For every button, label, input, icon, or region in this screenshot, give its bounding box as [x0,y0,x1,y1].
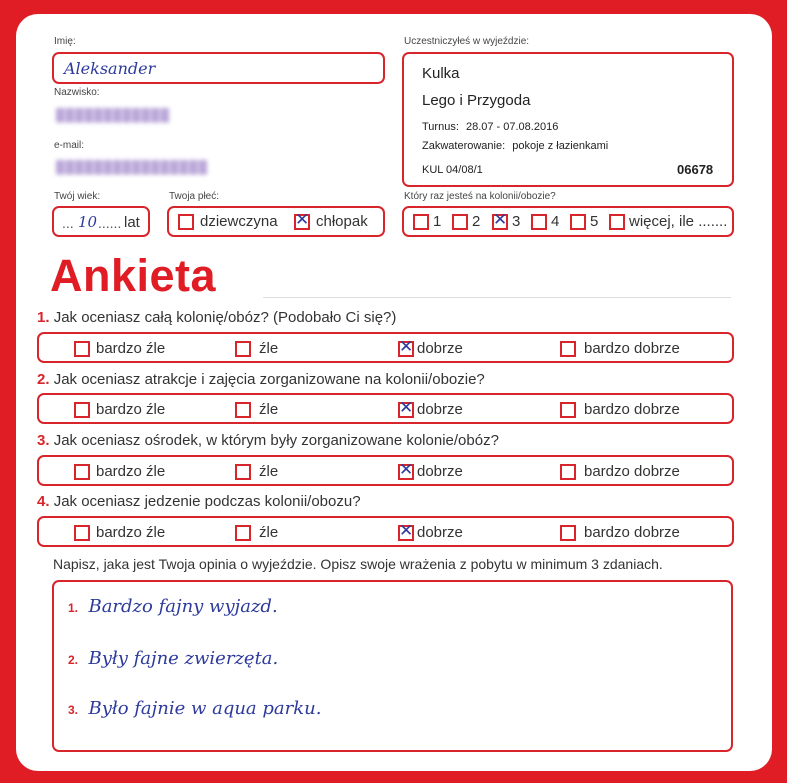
q4-option-bad-label: źle [259,524,279,542]
q2-option-good[interactable] [398,401,463,419]
question-3-number: 3. [37,432,50,449]
question-2-answers [37,393,734,424]
q1-option-very-bad-label: bardzo źle [96,340,166,358]
question-3-title [37,432,499,449]
times-checkbox-more[interactable] [609,214,625,230]
q1-checkbox-very-bad[interactable] [74,341,90,357]
q1-checkbox-bad[interactable] [235,341,251,357]
opinion-line-2-number: 2. [68,653,79,667]
email-field[interactable] [52,150,388,188]
times-option-2[interactable] [452,213,480,231]
q3-option-good-label: dobrze [417,463,463,481]
q2-option-bad[interactable] [235,401,278,419]
q3-option-bad[interactable] [235,463,278,481]
question-4-answers [37,516,734,547]
q3-checkbox-very-bad[interactable] [74,464,90,480]
last-name-label: Nazwisko: [54,87,100,98]
turnus-row [422,121,558,133]
question-1-answers [37,332,734,363]
q1-option-bad-label: źle [259,340,279,358]
times-option-1[interactable] [413,213,441,231]
gender-female-option[interactable] [178,213,278,231]
q2-checkbox-very-bad[interactable] [74,402,90,418]
age-label: Twój wiek: [54,191,101,202]
q4-checkbox-very-bad[interactable] [74,525,90,541]
question-4-text: Jak oceniasz jedzenie podczas kolonii/obozu? [53,493,361,510]
gender-female-label: dziewczyna [200,213,278,231]
q1-option-good-label: dobrze [417,340,463,358]
q1-checkbox-very-good[interactable] [560,341,576,357]
first-name-label: Imię: [54,36,76,47]
q2-checkbox-very-good[interactable] [560,402,576,418]
times-field [402,206,734,237]
q1-option-bad[interactable] [235,340,278,358]
first-name-field[interactable] [52,52,385,84]
gender-male-label: chłopak [316,213,368,231]
last-name-field[interactable] [52,98,388,138]
times-option-5[interactable] [570,213,598,231]
gender-male-checkbox[interactable] [294,214,310,230]
q2-option-good-label: dobrze [417,401,463,419]
turnus-label: Turnus: [422,121,459,133]
age-dots-2: ...... [98,215,122,231]
q3-option-very-good[interactable] [560,463,680,481]
ticket-line-1: Kulka [422,65,460,82]
opinion-line-2 [68,648,278,669]
q3-option-bad-label: źle [259,463,279,481]
times-checkbox-1[interactable] [413,214,429,230]
q4-option-good[interactable] [398,524,463,542]
question-4-title [37,493,361,510]
q1-option-very-bad[interactable] [74,340,165,358]
ticket-number: 06678 [677,162,714,177]
times-option-4-label: 4 [551,213,560,231]
q4-checkbox-very-good[interactable] [560,525,576,541]
times-option-1-label: 1 [433,213,442,231]
times-option-more[interactable] [609,213,727,231]
times-checkbox-4[interactable] [531,214,547,230]
q4-checkbox-bad[interactable] [235,525,251,541]
opinion-line-2-text: Były fajne zwierzęta. [88,648,279,669]
q2-option-very-good-label: bardzo dobrze [584,401,680,419]
question-2-title [37,371,485,388]
opinion-line-1 [68,596,278,617]
q4-option-bad[interactable] [235,524,278,542]
times-checkbox-5[interactable] [570,214,586,230]
age-field[interactable] [52,206,150,237]
age-value: 10 [78,213,98,231]
q3-checkbox-very-good[interactable] [560,464,576,480]
last-name-value: ████████████ [56,108,171,122]
q2-option-very-good[interactable] [560,401,680,419]
opinion-field[interactable] [52,580,733,752]
times-option-more-label: więcej, ile ....... [629,213,728,231]
opinion-line-3 [68,698,321,719]
email-value: ████████████████ [56,160,209,174]
question-2-number: 2. [37,371,50,388]
turnus-value: 28.07 - 07.08.2016 [465,121,559,133]
gender-female-checkbox[interactable] [178,214,194,230]
first-name-value: Aleksander [64,59,156,78]
q2-checkbox-bad[interactable] [235,402,251,418]
question-3-answers [37,455,734,486]
accommodation-value: pokoje z łazienkami [512,140,609,152]
trip-ticket [402,52,734,187]
q4-option-very-bad-label: bardzo źle [96,524,166,542]
accommodation-label: Zakwaterowanie: [422,140,506,152]
q3-option-good[interactable] [398,463,463,481]
q3-option-very-bad-label: bardzo źle [96,463,166,481]
gender-label: Twoja płeć: [169,191,220,202]
gender-male-option[interactable] [294,213,368,231]
q2-checkbox-good[interactable] [398,402,414,418]
q1-option-very-good-label: bardzo dobrze [584,340,680,358]
email-label: e-mail: [54,140,85,151]
q1-option-good[interactable] [398,340,463,358]
times-option-5-label: 5 [590,213,599,231]
q2-option-very-bad[interactable] [74,401,165,419]
q3-option-very-bad[interactable] [74,463,165,481]
age-dots: ... [62,215,74,231]
times-checkbox-2[interactable] [452,214,468,230]
question-3-text: Jak oceniasz ośrodek, w którym były zorganizowane kolonie/obóz? [53,432,499,449]
question-1-number: 1. [37,309,50,326]
title-divider [263,297,731,298]
question-4-number: 4. [37,493,50,510]
q4-option-very-bad[interactable] [74,524,165,542]
ticket-code: KUL 04/08/1 [422,164,483,176]
q2-option-very-bad-label: bardzo źle [96,401,166,419]
q4-option-very-good[interactable] [560,524,680,542]
accommodation-row [422,140,608,152]
times-option-4[interactable] [531,213,559,231]
q4-checkbox-good[interactable] [398,525,414,541]
opinion-line-1-number: 1. [68,601,79,615]
times-option-3[interactable] [492,213,520,231]
opinion-line-3-number: 3. [68,703,79,717]
times-option-2-label: 2 [472,213,481,231]
q4-option-very-good-label: bardzo dobrze [584,524,680,542]
q3-option-very-good-label: bardzo dobrze [584,463,680,481]
ticket-line-2: Lego i Przygoda [422,92,531,109]
q1-checkbox-good[interactable] [398,341,414,357]
age-unit: lat [124,214,140,231]
q2-option-bad-label: źle [259,401,279,419]
opinion-line-3-text: Było fajnie w aqua parku. [88,698,322,719]
question-1-title [37,309,396,326]
question-2-text: Jak oceniasz atrakcje i zajęcia zorganizowane na kolonii/obozie? [53,371,485,388]
gender-field [167,206,385,237]
opinion-line-1-text: Bardzo fajny wyjazd. [88,596,278,617]
trip-label: Uczestniczyłeś w wyjeździe: [404,36,530,47]
q3-checkbox-bad[interactable] [235,464,251,480]
times-checkbox-3[interactable] [492,214,508,230]
opinion-prompt: Napisz, jaka jest Twoja opinia o wyjeździe. Opisz swoje wrażenia z pobytu w minimum 3 zdaniach. [53,556,663,572]
q1-option-very-good[interactable] [560,340,680,358]
times-option-3-label: 3 [512,213,521,231]
q4-option-good-label: dobrze [417,524,463,542]
question-1-text: Jak oceniasz całą kolonię/obóz? (Podobało Ci się?) [53,309,397,326]
survey-title: Ankieta [50,250,217,301]
times-label: Który raz jesteś na kolonii/obozie? [404,191,556,202]
q3-checkbox-good[interactable] [398,464,414,480]
